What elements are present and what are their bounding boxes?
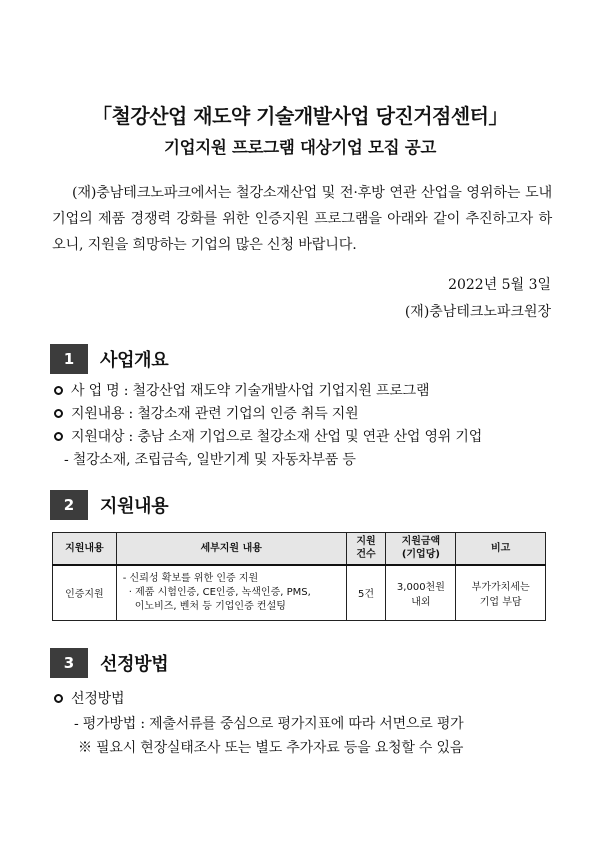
circle-bullet-icon xyxy=(54,694,63,703)
notice-subtitle: 기업지원 프로그램 대상기업 모집 공고 xyxy=(163,138,436,157)
support-table xyxy=(52,532,546,621)
list-item xyxy=(54,380,429,400)
section-number: 2 xyxy=(50,490,88,520)
detail-line: 이노비즈, 벤처 등 기업인증 컨설팅 xyxy=(134,600,286,612)
list-item xyxy=(54,403,358,423)
list-item xyxy=(54,688,124,708)
section-title: 선정방법 xyxy=(100,654,169,675)
sub-list-item: - 평가방법 : 제출서류를 중심으로 평가지표에 따라 서면으로 평가 xyxy=(74,716,464,732)
section-title: 사업개요 xyxy=(100,350,169,371)
intro-paragraph: (재)충남테크노파크에서는 철강소재산업 및 전·후방 연관 산업을 영위하는 도내기업의 제품 경쟁력 강화를 위한 인증지원 프로그램을 아래와 같이 추진하고자 하오니, 지원을 희망하는 기업의 많은 신청 바랍니다. xyxy=(52,185,552,253)
table-row xyxy=(53,565,546,621)
header-line: 건수 xyxy=(356,549,376,561)
table-cell: 인증지원 xyxy=(53,565,117,621)
amount-line: 3,000천원 xyxy=(396,581,445,593)
section-title: 지원내용 xyxy=(100,496,169,517)
section-header-selection xyxy=(50,648,168,678)
circle-bullet-icon xyxy=(54,432,63,441)
list-item-text: 지원대상 : 충남 소재 기업으로 철강소재 산업 및 연관 산업 영위 기업 xyxy=(71,429,483,445)
table-header-row xyxy=(53,533,546,565)
column-header xyxy=(346,533,386,565)
note-line: 부가가치세는 xyxy=(471,581,530,593)
footnote: ※ 필요시 현장실태조사 또는 별도 추가자료 등을 요청할 수 있음 xyxy=(78,740,464,756)
issuing-organization: (재)충남테크노파크원장 xyxy=(404,304,551,320)
section-header-overview xyxy=(50,344,168,374)
table-cell: 5건 xyxy=(346,565,386,621)
column-header xyxy=(386,533,456,565)
section-header-support xyxy=(50,490,168,520)
note-line: 기업 부담 xyxy=(479,596,522,608)
column-header: 세부지원 내용 xyxy=(116,533,346,565)
circle-bullet-icon xyxy=(54,409,63,418)
amount-line: 내외 xyxy=(411,596,431,608)
circle-bullet-icon xyxy=(54,386,63,395)
section-number: 1 xyxy=(50,344,88,374)
sub-list-item: - 철강소재, 조립금속, 일반기계 및 자동차부품 등 xyxy=(64,452,356,468)
section-number: 3 xyxy=(50,648,88,678)
table-cell xyxy=(456,565,546,621)
column-header: 지원내용 xyxy=(53,533,117,565)
list-item-text: 지원내용 : 철강소재 관련 기업의 인증 취득 지원 xyxy=(71,406,359,422)
detail-line: · 제품 시험인증, CE인증, 녹색인증, PMS, xyxy=(128,586,311,598)
list-item xyxy=(54,426,482,446)
table-cell xyxy=(386,565,456,621)
notice-date: 2022년 5월 3일 xyxy=(448,277,551,293)
notice-title: 「철강산업 재도약 기술개발사업 당진거점센터」 xyxy=(92,104,508,128)
header-line: 지원금액 xyxy=(401,536,441,548)
detail-line: - 신뢰성 확보를 위한 인증 지원 xyxy=(122,572,259,584)
column-header: 비고 xyxy=(456,533,546,565)
list-item-text: 선정방법 xyxy=(71,691,125,707)
header-line: (기업당) xyxy=(401,549,440,561)
header-line: 지원 xyxy=(356,536,376,548)
table-cell-detail xyxy=(116,565,346,621)
list-item-text: 사 업 명 : 철강산업 재도약 기술개발사업 기업지원 프로그램 xyxy=(71,383,430,399)
